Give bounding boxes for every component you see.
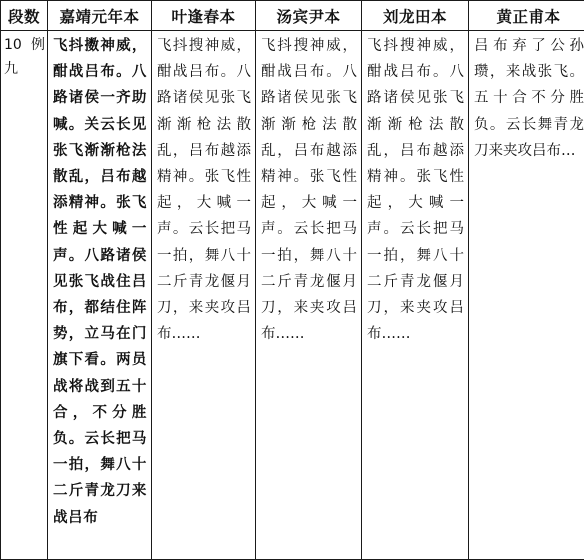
jiajing-cell — [48, 31, 152, 560]
header-jiajing-edition: 嘉靖元年本 — [48, 1, 152, 31]
header-liu-longtian-edition: 刘龙田本 — [362, 1, 469, 31]
jiajing-text: 飞抖擞神威，酣战吕布。八路诸侯一齐助喊。关云长见张飞渐渐枪法散乱，吕布越添精神。张飞性起大喊一声。八路诸侯见张飞战住吕布，都结住阵势，立马在门旗下看。两员战将战到五十合，不分胜负。云长把马一拍，舞八十二斤青龙刀来战吕布 — [48, 31, 151, 531]
header-huang-zhengfu-edition: 黄正甫本 — [469, 1, 584, 31]
segment-cell — [1, 31, 48, 560]
ye-fengchun-text: 飞抖搜神威，酣战吕布。八路诸侯见张飞渐渐枪法散乱，吕布越添精神。张飞性起，大喊一声。云长把马一拍，舞八十二斤青龙偃月刀，来夹攻吕布…… — [152, 31, 255, 347]
header-tang-binyin-edition: 汤宾尹本 — [256, 1, 362, 31]
header-ye-fengchun-edition: 叶逢春本 — [152, 1, 256, 31]
segment-label: 10 例九 — [1, 31, 47, 81]
huang-zhengfu-cell — [469, 31, 584, 560]
huang-zhengfu-text: 吕布弃了公孙瓒，来战张飞。五十合不分胜负。云长舞青龙刀来夹攻吕布… — [469, 31, 584, 164]
table-row — [1, 31, 584, 560]
header-segment: 段数 — [1, 1, 48, 31]
ye-fengchun-cell — [152, 31, 256, 560]
tang-binyin-text: 飞抖搜神威，酣战吕布。八路诸侯见张飞渐渐枪法散乱，吕布越添精神。张飞性起，大喊一声。云长把马一拍，舞八十二斤青龙偃月刀，来夹攻吕布…… — [256, 31, 361, 347]
liu-longtian-cell — [362, 31, 469, 560]
header-row — [1, 1, 584, 31]
tang-binyin-cell — [256, 31, 362, 560]
liu-longtian-text: 飞抖搜神威，酣战吕布。八路诸侯见张飞渐渐枪法散乱，吕布越添精神。张飞性起，大喊一声。云长把马一拍，舞八十二斤青龙偃月刀，来夹攻吕布…… — [362, 31, 468, 347]
